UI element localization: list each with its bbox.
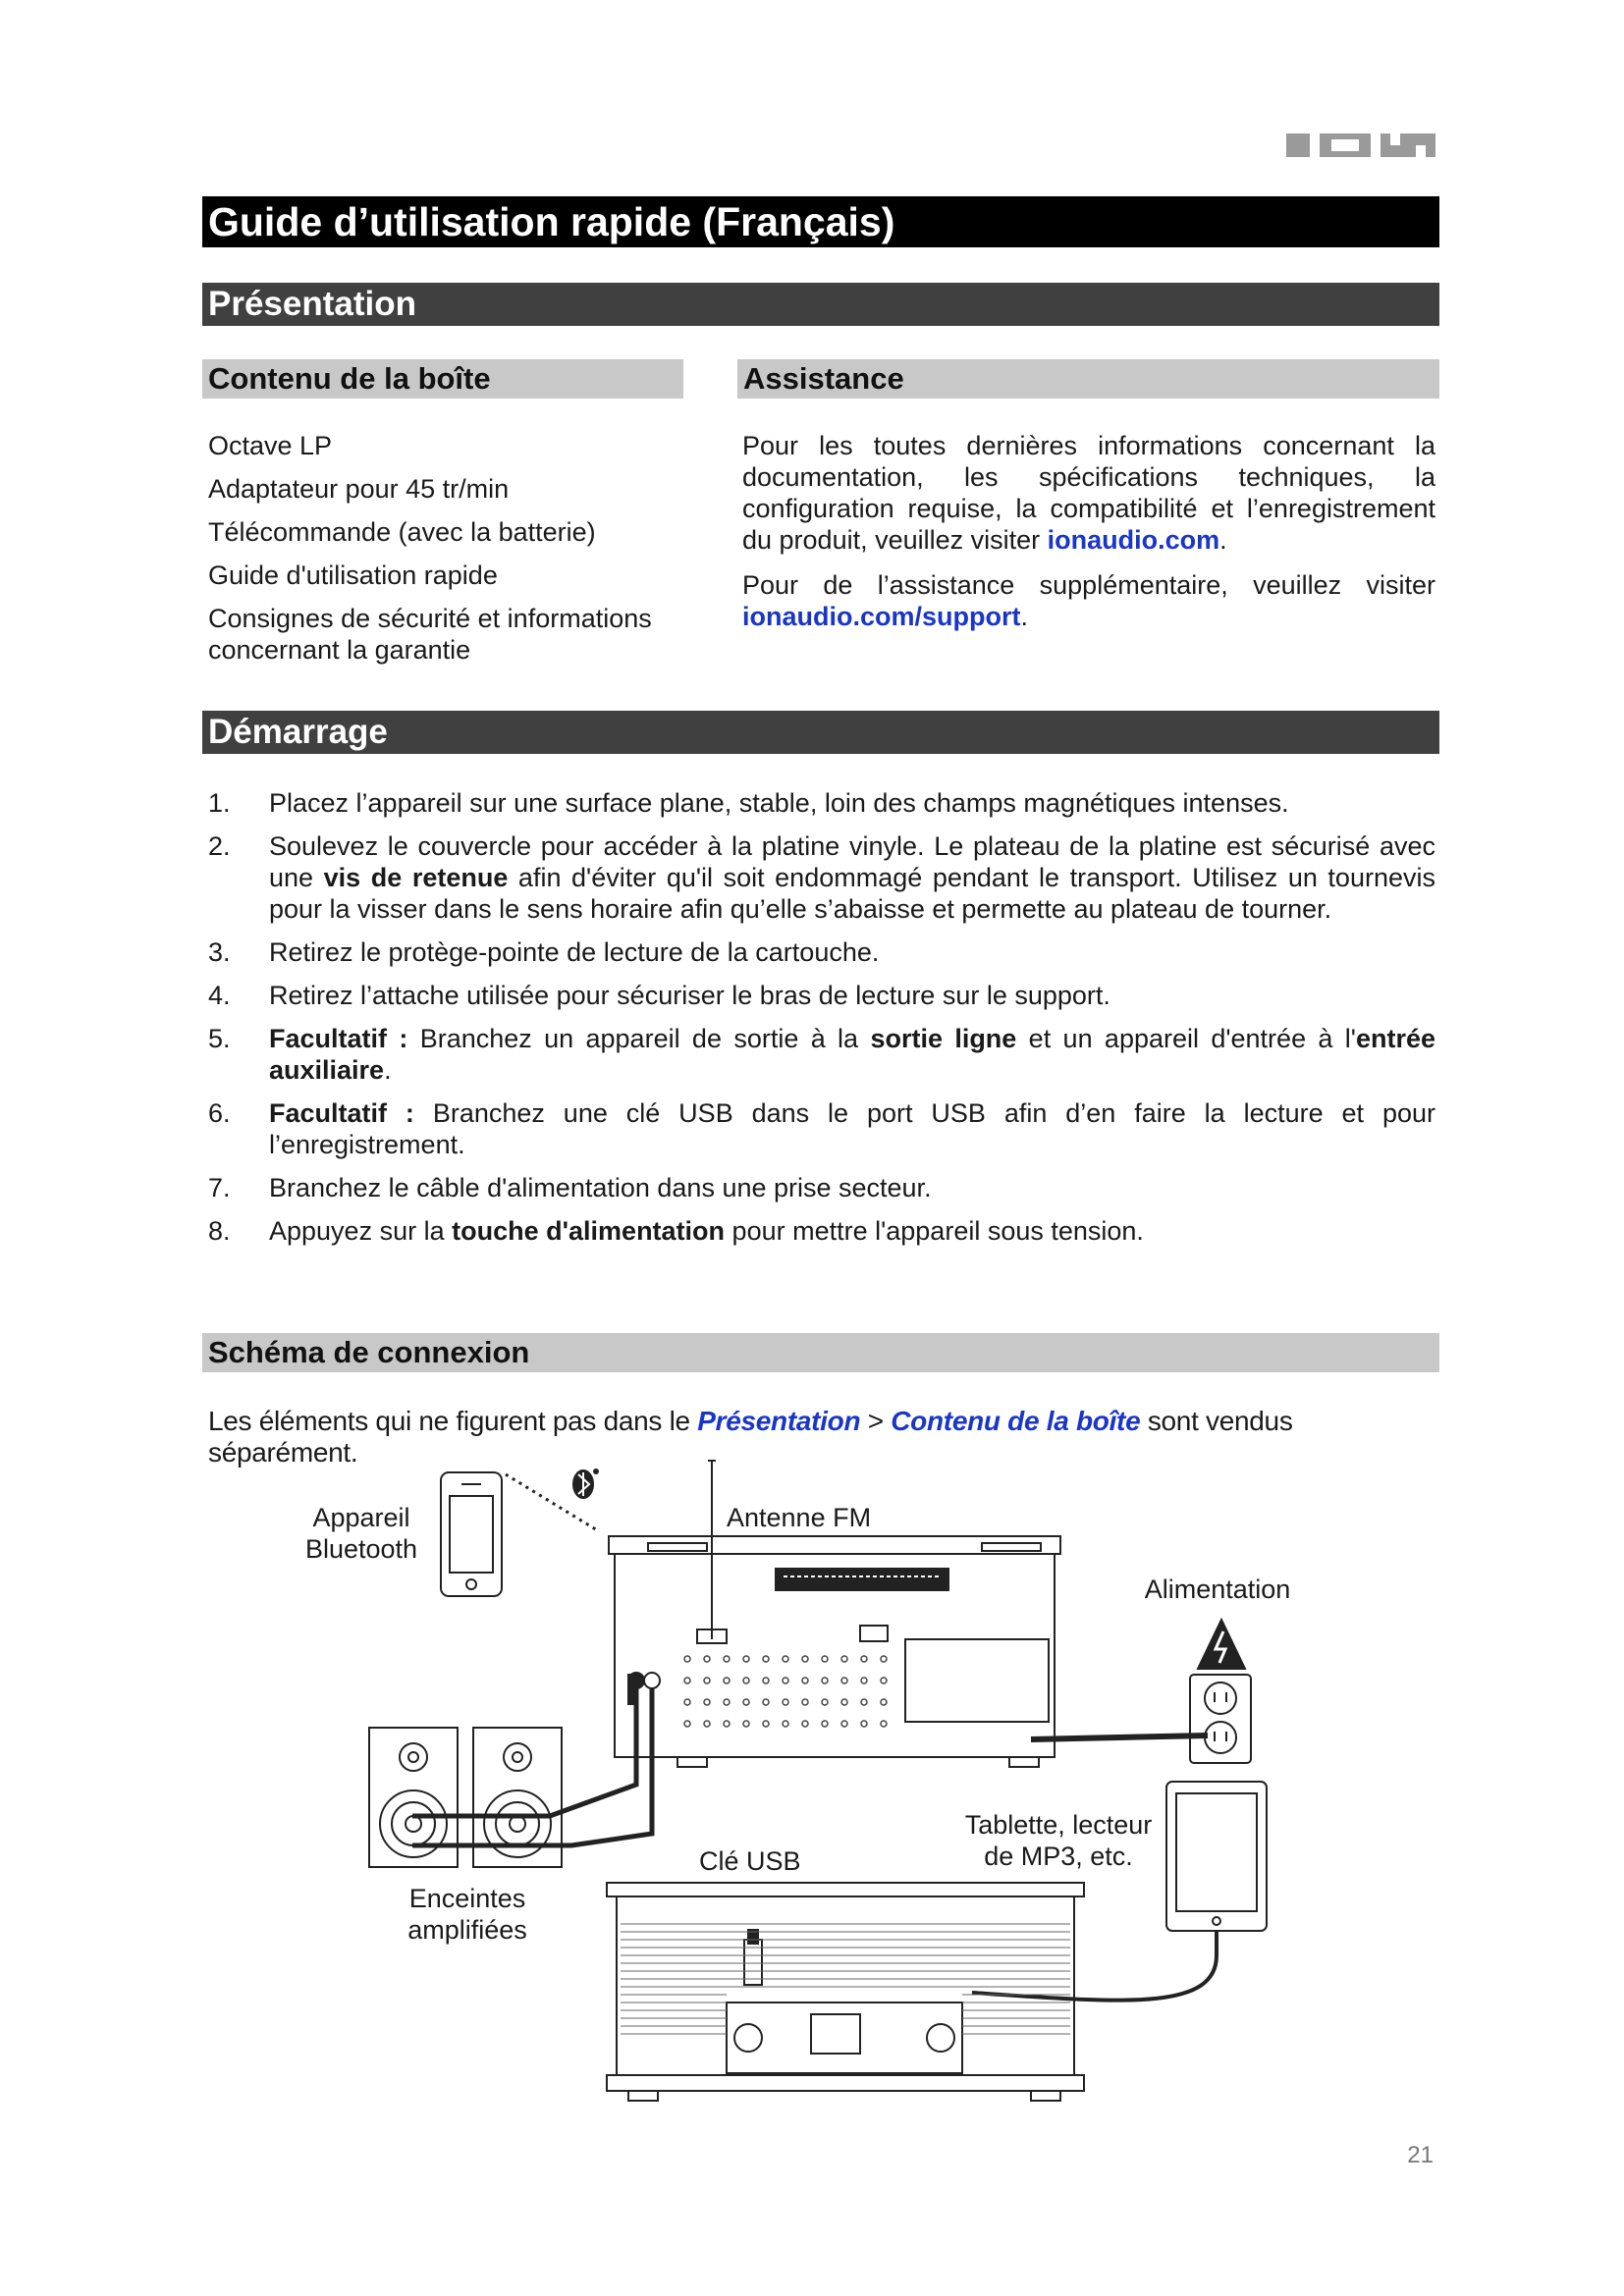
page-number: 21 bbox=[1407, 2142, 1434, 2168]
label-usb: Clé USB bbox=[699, 1846, 801, 1876]
step-item: 4. Retirez l’attache utilisée pour sécuriser le bras de lecture sur le support. bbox=[208, 981, 1110, 1010]
turntable-grille bbox=[621, 1924, 1070, 2034]
list-item: Guide d'utilisation rapide bbox=[208, 561, 498, 590]
step-item: 5. Facultatif : Branchez un appareil de sortie à la sortie ligne et un appareil d'entrée à l'entrée auxiliaire. bbox=[208, 1024, 1436, 1085]
section-presentation: Présentation bbox=[202, 283, 1439, 326]
label-speakers: Enceintes amplifiées bbox=[407, 1884, 527, 1945]
step-item: 6. Facultatif : Branchez une clé USB dans le port USB afin d’en faire la lecture et pour l’enregistrement. bbox=[208, 1098, 1435, 1159]
warning-icon bbox=[1198, 1620, 1245, 1669]
page-title: Guide d’utilisation rapide (Français) bbox=[202, 196, 1439, 247]
presentation-link[interactable]: Présentation bbox=[697, 1406, 861, 1436]
power-cable bbox=[1031, 1735, 1208, 1739]
schema-note: Les éléments qui ne figurent pas dans le Présentation > Contenu de la boîte sont vendus séparément. bbox=[208, 1406, 1293, 1468]
support-link[interactable]: ionaudio.com/support bbox=[742, 602, 1021, 631]
turntable-unit bbox=[607, 1883, 1084, 2101]
ionaudio-link[interactable]: ionaudio.com bbox=[1047, 525, 1220, 555]
step-item: 3. Retirez le protège-pointe de lecture de la cartouche. bbox=[208, 937, 880, 967]
tablet-icon bbox=[1166, 1782, 1267, 1955]
outlet-icon bbox=[1190, 1675, 1251, 1763]
label-antenna: Antenne FM bbox=[727, 1503, 872, 1532]
label-bluetooth-device: Appareil Bluetooth bbox=[304, 1503, 418, 1564]
label-tablet: Tablette, lecteur de MP3, etc. bbox=[964, 1810, 1153, 1871]
contents-link[interactable]: Contenu de la boîte bbox=[891, 1406, 1141, 1436]
step-item: 2. Soulevez le couvercle pour accéder à la platine vinyle. Le plateau de la platine est sécurisé avec une vis de retenue afin d'éviter qu'il soit endommagé pendant le transport. Utilisez un tournevis pour la visser dans le sens horaire afin qu’elle s’abaisse et permette au plateau de tourner. bbox=[208, 831, 1435, 924]
step-item: 1. Placez l’appareil sur une surface plane, stable, loin des champs magnétiques intenses. bbox=[208, 788, 1289, 818]
assistance-heading: Assistance bbox=[737, 359, 1439, 399]
list-item: Octave LP bbox=[208, 431, 333, 460]
ion-logo-mark bbox=[1286, 131, 1435, 160]
section-demarrage: Démarrage bbox=[202, 711, 1439, 754]
assistance-text bbox=[742, 430, 1435, 632]
rca-cable bbox=[412, 1673, 660, 1845]
step-item: 8. Appuyez sur la touche d'alimentation pour mettre l'appareil sous tension. bbox=[208, 1216, 1144, 1246]
aux-cable bbox=[972, 1955, 1217, 2001]
label-power: Alimentation bbox=[1144, 1575, 1291, 1604]
contents-heading: Contenu de la boîte bbox=[202, 359, 683, 399]
schema-heading: Schéma de connexion bbox=[202, 1333, 1439, 1372]
radio-grille bbox=[684, 1656, 887, 1727]
support-paragraph: Pour de l’assistance supplémentaire, veuillez visiter ionaudio.com/support. bbox=[742, 570, 1435, 631]
assistance-paragraph: Pour les toutes dernières informations concernant la documentation, les spécifications techniques, la configuration requise, la compatibilité et l’enregistrement du produit, veuillez visiter ionaudio.com. bbox=[742, 431, 1435, 555]
step-item: 7. Branchez le câble d'alimentation dans une prise secteur. bbox=[208, 1173, 932, 1202]
ion-logo bbox=[1286, 131, 1435, 160]
list-item: Adaptateur pour 45 tr/min bbox=[208, 474, 510, 504]
contents-list bbox=[208, 430, 679, 677]
list-item: Télécommande (avec la batterie) bbox=[208, 517, 596, 547]
connection-diagram bbox=[295, 1453, 1296, 2110]
bluetooth-icon bbox=[573, 1469, 598, 1498]
phone-icon bbox=[441, 1472, 502, 1596]
steps-list bbox=[202, 787, 1435, 1258]
list-item: Consignes de sécurité et informations concernant la garantie bbox=[208, 604, 652, 665]
